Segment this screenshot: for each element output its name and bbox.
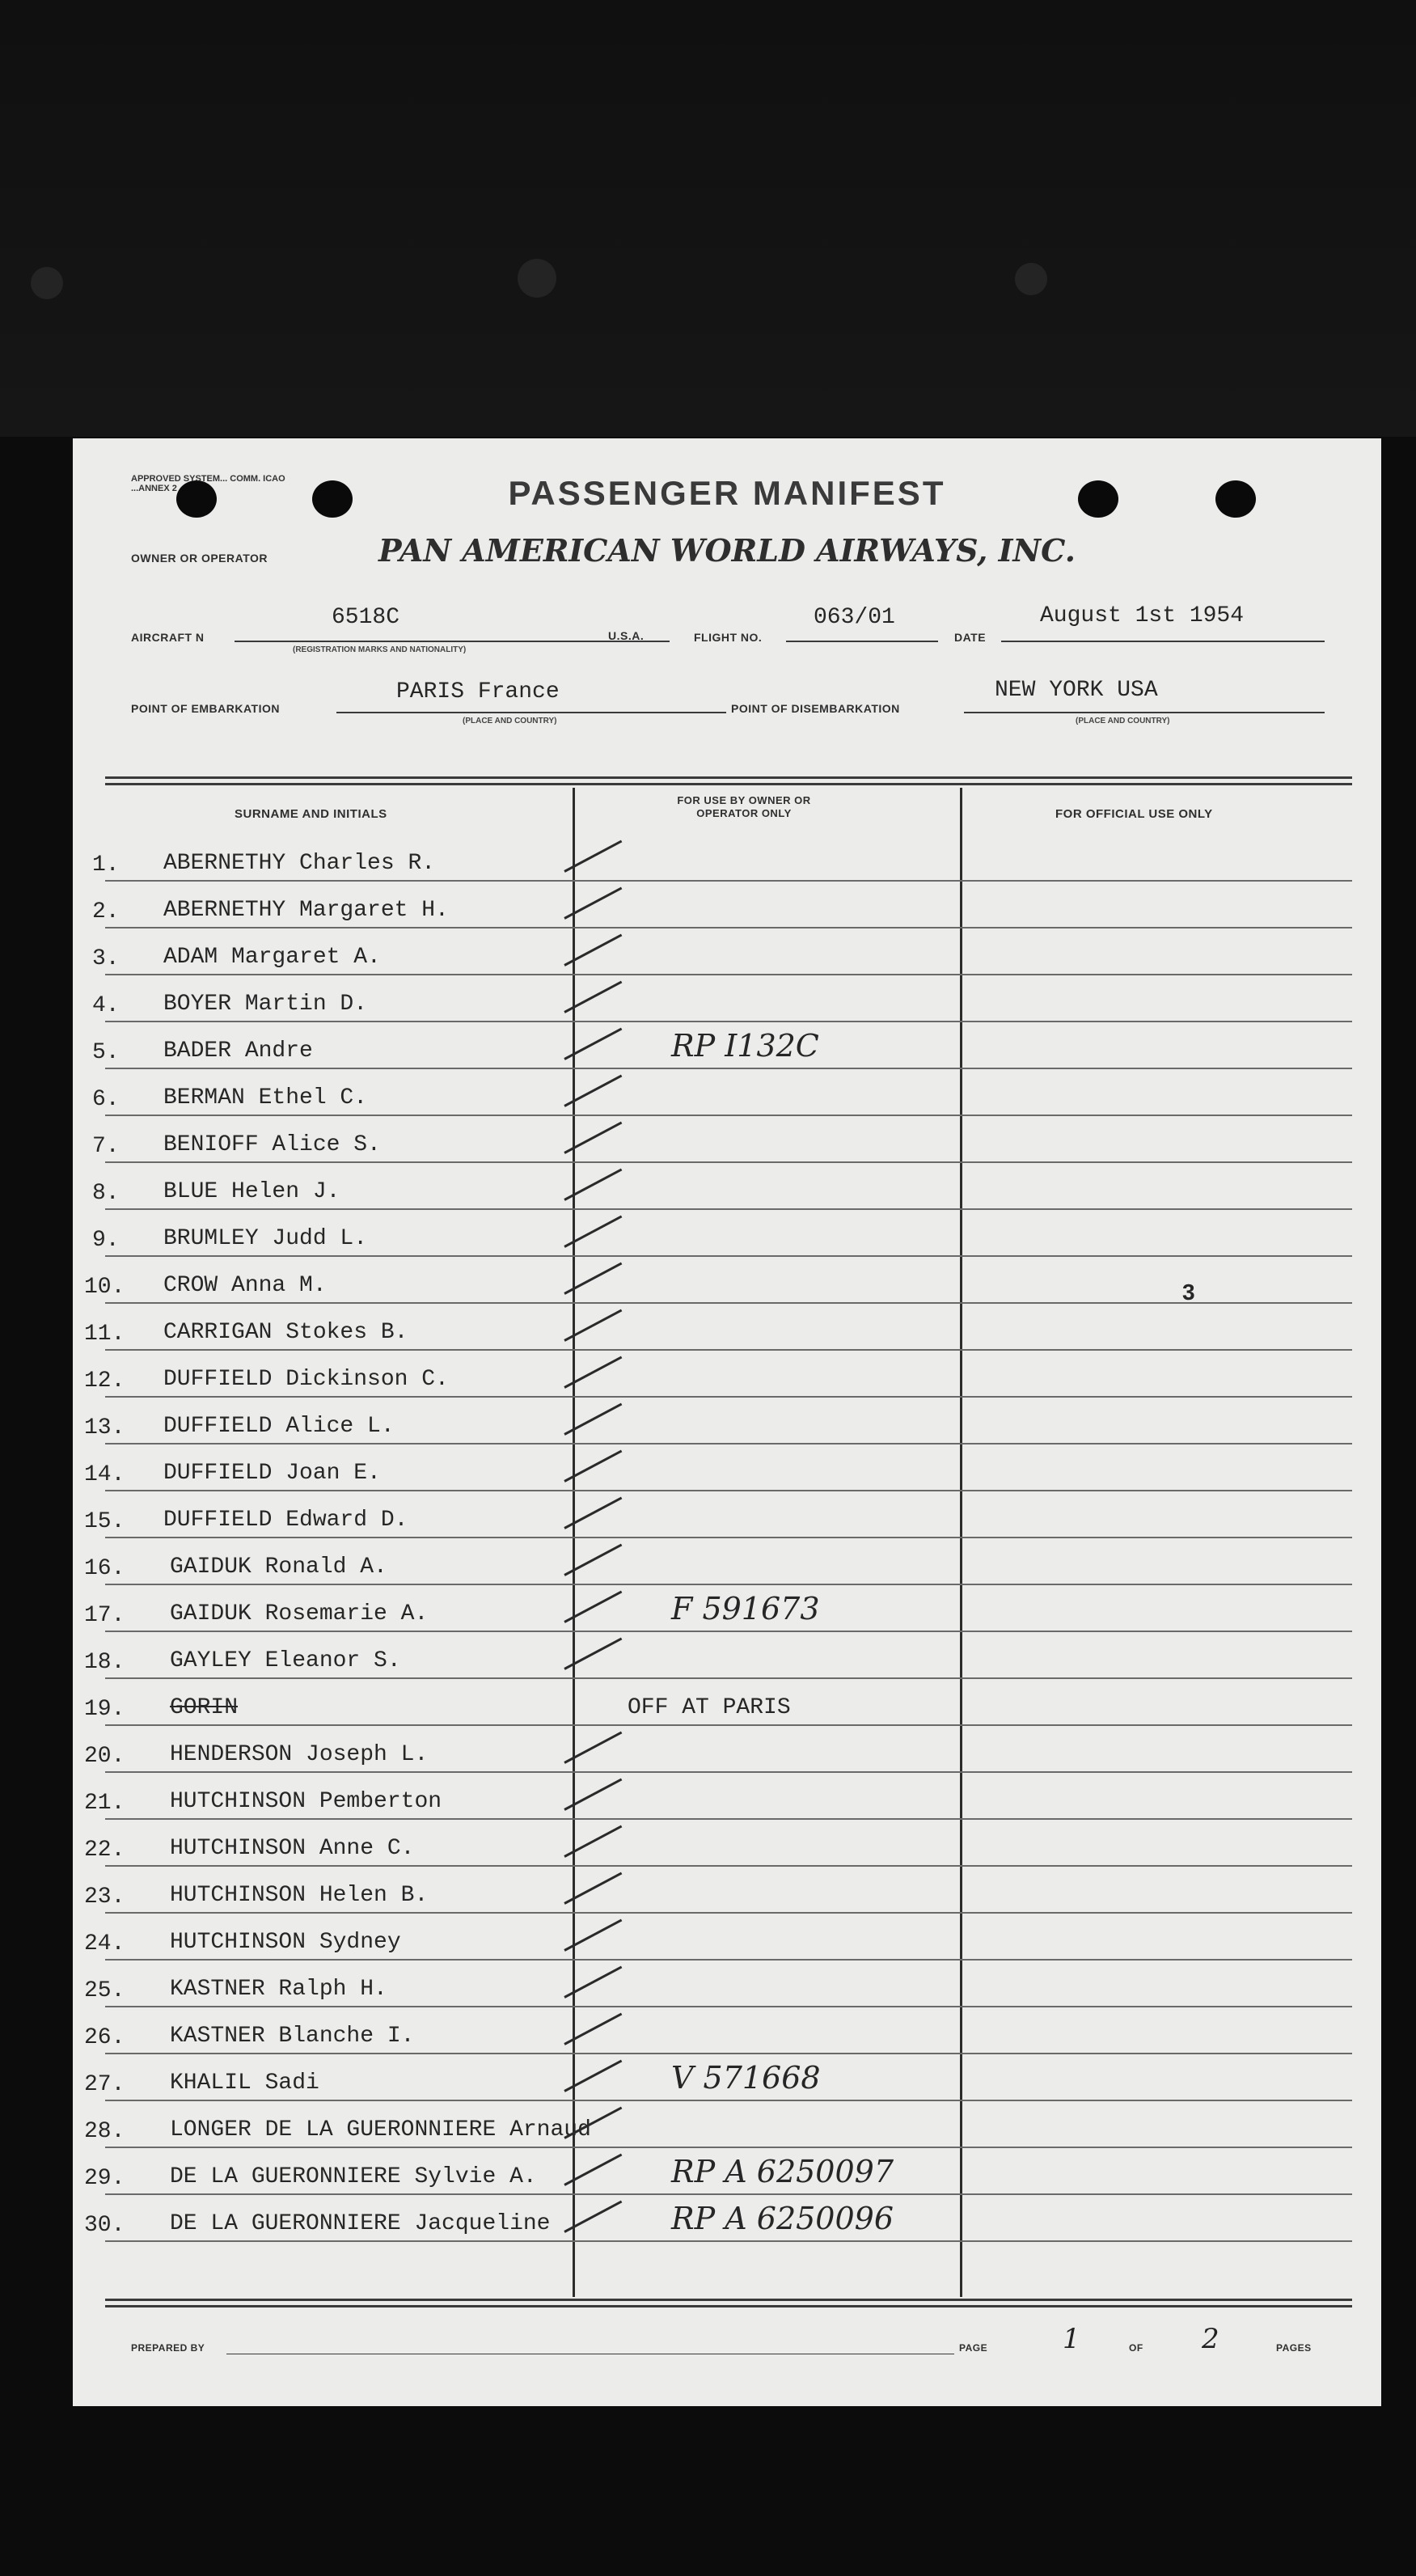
passenger-name: DUFFIELD Edward D.: [163, 1508, 408, 1533]
row-number: 15.: [84, 1509, 125, 1534]
check-mark: [564, 2013, 622, 2045]
row-rule: [105, 2240, 1352, 2242]
operator-name: PAN AMERICAN WORLD AIRWAYS, INC.: [378, 532, 1076, 569]
usa-label: U.S.A.: [608, 629, 645, 642]
operator-remark: OFF AT PARIS: [628, 1695, 791, 1720]
manifest-sheet: [73, 438, 1381, 2406]
operator-label: OWNER OR OPERATOR: [131, 552, 268, 565]
check-mark: [564, 1919, 622, 1952]
table-row: [73, 2195, 1381, 2241]
check-mark: [564, 2201, 622, 2233]
table-row: [73, 975, 1381, 1022]
embarkation-sub: (PLACE AND COUNTRY): [463, 717, 557, 725]
aircraft-line: [235, 641, 670, 642]
passenger-name: HUTCHINSON Helen B.: [170, 1883, 429, 1908]
flight-label: FLIGHT NO.: [694, 631, 763, 644]
table-bottom-rule: [105, 2299, 1352, 2301]
check-mark: [564, 1450, 622, 1483]
row-number: 20.: [84, 1744, 125, 1769]
passenger-name: GAYLEY Eleanor S.: [170, 1648, 401, 1673]
embarkation-value: PARIS France: [396, 679, 560, 704]
passenger-name: CARRIGAN Stokes B.: [163, 1320, 408, 1345]
date-label: DATE: [954, 631, 987, 644]
row-number: 25.: [84, 1978, 125, 2003]
row-number: 14.: [84, 1462, 125, 1487]
row-number: 23.: [84, 1884, 125, 1910]
row-number: 2.: [92, 899, 120, 924]
table-row: [73, 1961, 1381, 2007]
check-mark: [564, 1263, 622, 1295]
table-row: [73, 1820, 1381, 1866]
table-row: [73, 1632, 1381, 1678]
of-label: OF: [1129, 2342, 1143, 2354]
passenger-name: BRUMLEY Judd L.: [163, 1226, 368, 1251]
row-number: 30.: [84, 2213, 125, 2238]
row-number: 9.: [92, 1228, 120, 1253]
check-mark: [564, 934, 622, 967]
passenger-name: BERMAN Ethel C.: [163, 1085, 368, 1110]
passenger-name: HENDERSON Joseph L.: [170, 1742, 429, 1767]
row-number: 27.: [84, 2072, 125, 2097]
check-mark: [564, 1966, 622, 1999]
embarkation-label: POINT OF EMBARKATION: [131, 702, 280, 715]
check-mark: [564, 1497, 622, 1529]
table-row: [73, 1210, 1381, 1256]
check-mark: [564, 2060, 622, 2092]
flight-value: 063/01: [814, 605, 895, 630]
table-top-rule: [105, 783, 1352, 785]
table-row: [73, 1538, 1381, 1584]
column-header-surname: SURNAME AND INITIALS: [235, 807, 387, 821]
background-speck: [518, 259, 556, 298]
table-row: [73, 1398, 1381, 1444]
passenger-name: GAIDUK Rosemarie A.: [170, 1601, 429, 1626]
passenger-name: HUTCHINSON Anne C.: [170, 1836, 415, 1861]
column-header-official: FOR OFFICIAL USE ONLY: [1055, 807, 1213, 821]
table-row: [73, 2101, 1381, 2147]
table-bottom-rule: [105, 2305, 1352, 2307]
row-number: 8.: [92, 1181, 120, 1206]
passenger-name: DUFFIELD Alice L.: [163, 1414, 395, 1439]
background-speck: [31, 267, 63, 299]
table-row: [73, 1304, 1381, 1350]
row-number: 22.: [84, 1838, 125, 1863]
table-row: [73, 1351, 1381, 1397]
passenger-name: LONGER DE LA GUERONNIERE Arnaud: [170, 2117, 591, 2142]
passenger-name: KHALIL Sadi: [170, 2071, 319, 2096]
disembarkation-sub: (PLACE AND COUNTRY): [1076, 717, 1170, 725]
passenger-name: BENIOFF Alice S.: [163, 1132, 381, 1157]
table-row: [73, 1116, 1381, 1162]
aircraft-label: AIRCRAFT N: [131, 631, 205, 644]
disembarkation-label: POINT OF DISEMBARKATION: [731, 702, 900, 715]
table-row: [73, 2054, 1381, 2100]
row-number: 16.: [84, 1556, 125, 1581]
check-mark: [564, 1825, 622, 1858]
page-value: 1: [1063, 2323, 1080, 2355]
check-mark: [564, 1309, 622, 1342]
aircraft-sub: (REGISTRATION MARKS AND NATIONALITY): [293, 645, 467, 654]
table-row: [73, 2148, 1381, 2194]
row-number: 29.: [84, 2166, 125, 2191]
passenger-name: HUTCHINSON Pemberton: [170, 1789, 442, 1814]
table-row: [73, 835, 1381, 881]
prepared-by-label: PREPARED BY: [131, 2342, 205, 2354]
page-title: PASSENGER MANIFEST: [508, 474, 946, 512]
operator-remark: RP I132C: [671, 1028, 819, 1064]
table-row: [73, 1445, 1381, 1491]
check-mark: [564, 1732, 622, 1764]
table-row: [73, 1022, 1381, 1068]
check-mark: [564, 1591, 622, 1623]
passenger-name: ABERNETHY Charles R.: [163, 851, 436, 876]
table-top-rule: [105, 776, 1352, 779]
table-row: [73, 1069, 1381, 1115]
check-mark: [564, 887, 622, 920]
check-mark: [564, 1216, 622, 1248]
row-number: 4.: [92, 993, 120, 1018]
row-number: 10.: [84, 1275, 125, 1300]
passenger-name: KASTNER Ralph H.: [170, 1977, 387, 2002]
table-row: [73, 1163, 1381, 1209]
passenger-name: BADER Andre: [163, 1038, 313, 1064]
background-speck: [1015, 263, 1047, 295]
check-mark: [564, 1075, 622, 1107]
disembarkation-line: [964, 712, 1325, 713]
passenger-name: DUFFIELD Dickinson C.: [163, 1367, 449, 1392]
check-mark: [564, 1356, 622, 1389]
table-row: [73, 1679, 1381, 1725]
check-mark: [564, 1403, 622, 1436]
table-row: [73, 882, 1381, 928]
passenger-name: BOYER Martin D.: [163, 992, 368, 1017]
passenger-name: DE LA GUERONNIERE Jacqueline: [170, 2211, 551, 2236]
passenger-name: GAIDUK Ronald A.: [170, 1554, 387, 1580]
check-mark: [564, 1779, 622, 1811]
operator-remark: F 591673: [671, 1591, 820, 1626]
table-row: [73, 928, 1381, 975]
passenger-name: BLUE Helen J.: [163, 1179, 340, 1204]
passenger-name: KASTNER Blanche I.: [170, 2024, 415, 2049]
passenger-name: DUFFIELD Joan E.: [163, 1461, 381, 1486]
check-mark: [564, 840, 622, 873]
pages-label: PAGES: [1276, 2342, 1312, 2354]
row-number: 6.: [92, 1087, 120, 1112]
row-number: 24.: [84, 1931, 125, 1956]
passenger-name: CROW Anna M.: [163, 1273, 327, 1298]
pages-value: 2: [1202, 2323, 1219, 2355]
operator-remark: RP A 6250097: [671, 2154, 894, 2189]
check-mark: [564, 1028, 622, 1060]
flight-line: [786, 641, 938, 642]
column-header-operator: FOR USE BY OWNER OR OPERATOR ONLY: [677, 794, 811, 819]
table-row: [73, 1867, 1381, 1913]
row-number: 13.: [84, 1415, 125, 1440]
operator-remark: V 571668: [671, 2060, 821, 2096]
check-mark: [564, 1169, 622, 1201]
check-mark: [564, 1872, 622, 1905]
passenger-name: ADAM Margaret A.: [163, 945, 381, 970]
disembarkation-value: NEW YORK USA: [995, 678, 1158, 703]
passenger-name: ABERNETHY Margaret H.: [163, 898, 449, 923]
row-number: 5.: [92, 1040, 120, 1065]
row-number: 7.: [92, 1134, 120, 1159]
table-row: [73, 1491, 1381, 1538]
date-line: [1001, 641, 1325, 642]
check-mark: [564, 1122, 622, 1154]
aircraft-value: 6518C: [332, 605, 400, 630]
check-mark: [564, 1544, 622, 1576]
table-row: [73, 1914, 1381, 1960]
check-mark: [564, 2154, 622, 2186]
table-row: [73, 1773, 1381, 1819]
passenger-name: DE LA GUERONNIERE Sylvie A.: [170, 2164, 537, 2189]
approval-note: APPROVED SYSTEM... COMM. ICAO ...ANNEX 2: [131, 474, 285, 493]
row-number: 17.: [84, 1603, 125, 1628]
table-row: [73, 2007, 1381, 2054]
check-mark: [564, 981, 622, 1013]
row-number: 18.: [84, 1650, 125, 1675]
official-mark: 3: [1182, 1280, 1195, 1305]
table-row: [73, 1726, 1381, 1772]
row-number: 28.: [84, 2119, 125, 2144]
row-number: 3.: [92, 946, 120, 971]
embarkation-line: [336, 712, 726, 713]
row-number: 21.: [84, 1791, 125, 1816]
row-number: 1.: [92, 852, 120, 878]
passenger-name: HUTCHINSON Sydney: [170, 1930, 401, 1955]
background-top: [0, 0, 1416, 437]
row-number: 11.: [84, 1322, 125, 1347]
row-number: 12.: [84, 1368, 125, 1394]
table-row: [73, 1585, 1381, 1631]
date-value: August 1st 1954: [1040, 603, 1245, 628]
row-number: 26.: [84, 2025, 125, 2050]
operator-remark: RP A 6250096: [671, 2201, 894, 2236]
passenger-name: GORIN: [170, 1695, 239, 1720]
page-label: PAGE: [959, 2342, 988, 2354]
row-number: 19.: [84, 1697, 125, 1722]
check-mark: [564, 1638, 622, 1670]
